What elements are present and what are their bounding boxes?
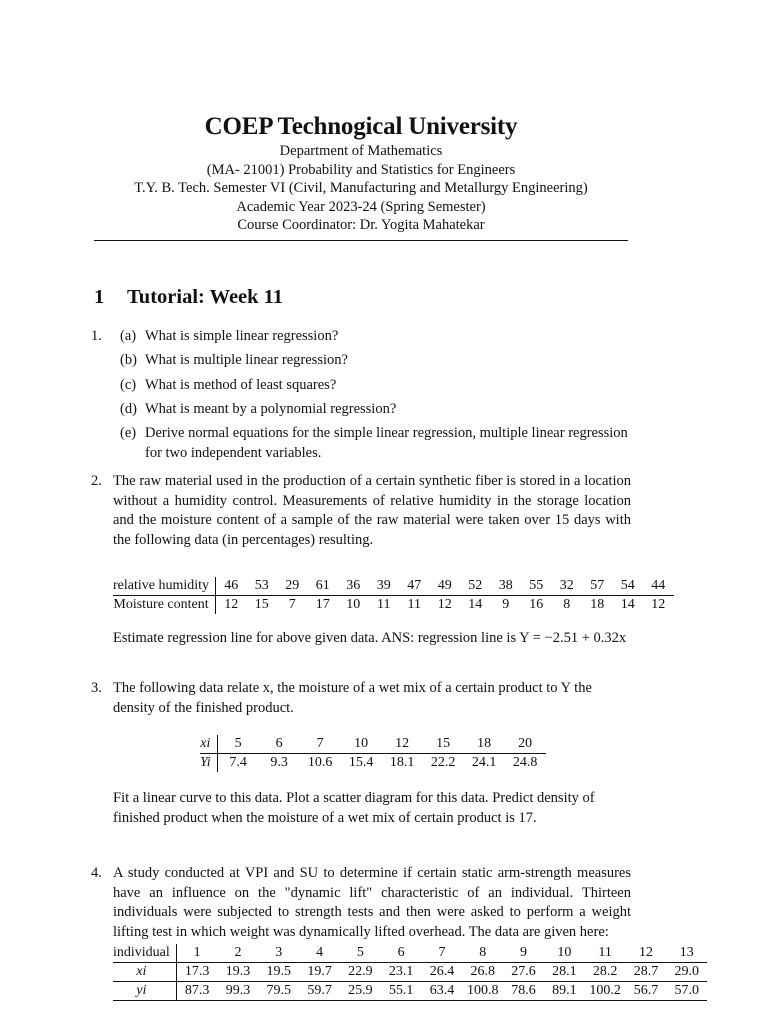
table-cell: 29 [277, 577, 308, 596]
table-cell: 16 [529, 597, 544, 612]
question-number: 1. [91, 328, 102, 344]
table-cell: 7 [300, 735, 341, 754]
table-cell: 20 [505, 735, 546, 754]
table-cell: 9 [503, 944, 544, 963]
question-2-text: The raw material used in the production of a certain synthetic fiber is stored in a location without a humidity control. Measurements of relative humidity in the storage location and the moisture content of a sample of the raw material were taken over 15 days with the following data (in percentages) resulting. [113, 473, 631, 548]
section-title: Tutorial: Week 11 [127, 286, 284, 308]
table-cell: 100.2 [589, 983, 621, 998]
table-cell: 14 [468, 597, 483, 612]
table-cell: 26.8 [462, 963, 503, 982]
table-cell: 61 [308, 577, 339, 596]
table-cell: 22.2 [430, 755, 456, 770]
row-label: yi [113, 982, 176, 1001]
row-label: Yi [200, 754, 217, 773]
table-cell: 14 [620, 597, 635, 612]
table-cell: 17.3 [176, 963, 217, 982]
table-cell: 23.1 [381, 963, 422, 982]
table-cell: 1 [176, 944, 217, 963]
row-label: xi [200, 735, 217, 754]
question-number: 3. [91, 680, 102, 696]
table-row [113, 963, 707, 982]
table-cell: 7 [422, 944, 463, 963]
header-divider [94, 240, 628, 241]
table-cell: 59.7 [307, 983, 332, 998]
table-cell: 17 [315, 597, 330, 612]
table-row [200, 735, 546, 754]
table-cell: 11 [407, 597, 422, 612]
table-cell: 36 [338, 577, 369, 596]
table-row [113, 982, 707, 1001]
table-cell: 54 [613, 577, 644, 596]
table-cell: 7.4 [229, 755, 247, 770]
question-4-text: A study conducted at VPI and SU to determine if certain static arm-strength measures have an influence on the "dynamic lift" characteristic of an individual. Thirteen individuals were subjected to strength tests and then were asked to perform a weight lifting test in which weight was dynamically lifted overhead. The data are given here: [113, 865, 631, 940]
question-3-after: Fit a linear curve to this data. Plot a scatter diagram for this data. Predict density of finished product when the moisture of a wet mix of certain product is 17. [113, 790, 595, 826]
arm-strength-table [113, 944, 707, 1001]
table-row [113, 577, 674, 596]
table-cell: 24.1 [471, 755, 497, 770]
part-label: (a) [120, 328, 137, 344]
question-3-after-block [91, 789, 631, 828]
table-cell: 12 [651, 597, 666, 612]
row-label: individual [113, 944, 176, 963]
table-cell: 57 [582, 577, 613, 596]
table-cell: 38 [491, 577, 522, 596]
table-cell: 12 [626, 944, 667, 963]
question-3 [91, 679, 631, 718]
table-cell: 79.5 [266, 983, 292, 998]
table-cell: 63.4 [429, 983, 455, 998]
part-label: (d) [120, 400, 137, 417]
question-2 [91, 472, 631, 550]
table-cell: 5 [340, 944, 381, 963]
part-text: Derive normal equations for the simple linear regression, multiple linear regression for two independent variables. [145, 425, 628, 461]
table-cell: 11 [377, 597, 391, 612]
part-label: (c) [120, 376, 137, 393]
table-cell: 32 [552, 577, 583, 596]
question-1-part [113, 376, 631, 396]
table-cell: 55 [521, 577, 552, 596]
table-cell: 47 [399, 577, 430, 596]
table-cell: 49 [430, 577, 461, 596]
table-cell: 27.6 [503, 963, 544, 982]
table-cell: 100.8 [467, 983, 499, 998]
table-cell: 5 [217, 735, 259, 754]
question-2-answer-block [91, 629, 631, 649]
table-cell: 28.1 [544, 963, 585, 982]
part-label: (b) [120, 352, 137, 369]
table-cell: 52 [460, 577, 491, 596]
table-cell: 53 [247, 577, 278, 596]
question-3-text: The following data relate x, the moisture of a wet mix of a certain product to Y the density of the finished product. [113, 680, 592, 716]
table-cell: 44 [643, 577, 674, 596]
question-1-part [113, 327, 631, 347]
table-cell: 19.7 [299, 963, 340, 982]
table-cell: 55.1 [388, 983, 414, 998]
question-1-part [113, 424, 631, 463]
table-cell: 28.2 [585, 963, 626, 982]
table-cell: 15 [254, 597, 269, 612]
table-cell: 4 [299, 944, 340, 963]
department: Department of Mathematics [279, 143, 443, 159]
question-number: 4. [91, 865, 102, 881]
question-4 [91, 864, 631, 942]
table-cell: 8 [462, 944, 503, 963]
table-cell: 10 [544, 944, 585, 963]
table-cell: 24.8 [512, 755, 538, 770]
table-cell: 29.0 [666, 963, 707, 982]
row-label: Moisture content [113, 596, 216, 615]
table-cell: 8 [563, 597, 571, 612]
table-cell: 15.4 [348, 755, 374, 770]
table-cell: 11 [585, 944, 626, 963]
table-cell: 2 [218, 944, 259, 963]
question-1-part [113, 400, 631, 420]
table-cell: 18.1 [389, 755, 415, 770]
table-cell: 6 [381, 944, 422, 963]
table-cell: 18 [590, 597, 605, 612]
university-name: COEP Technogical University [204, 113, 518, 140]
table-cell: 10 [346, 597, 361, 612]
table-cell: 19.3 [218, 963, 259, 982]
table-cell: 78.6 [511, 983, 536, 998]
program: T.Y. B. Tech. Semester VI (Civil, Manufacturing and Metallurgy Engineering) [134, 180, 588, 196]
table-cell: 12 [382, 735, 423, 754]
table-cell: 57.0 [674, 983, 699, 998]
table-cell: 87.3 [184, 983, 210, 998]
question-1 [91, 327, 631, 468]
question-number: 2. [91, 473, 102, 489]
table-cell: 56.7 [633, 983, 659, 998]
course-title: (MA- 21001) Probability and Statistics for Engineers [206, 161, 516, 178]
part-text: What is meant by a polynomial regression? [145, 400, 397, 417]
table-cell: 89.1 [552, 983, 577, 998]
row-label: relative humidity [113, 577, 216, 596]
section-number: 1 [94, 286, 105, 308]
table-cell: 10 [341, 735, 382, 754]
part-label: (e) [120, 425, 137, 442]
table-cell: 22.9 [340, 963, 381, 982]
table-cell: 28.7 [626, 963, 667, 982]
table-cell: 12 [437, 597, 452, 612]
table-cell: 3 [258, 944, 299, 963]
question-1-part [113, 351, 631, 371]
table-cell: 9 [502, 597, 510, 612]
table-cell: 25.9 [348, 983, 373, 998]
table-cell: 19.5 [258, 963, 299, 982]
humidity-moisture-table [113, 577, 674, 614]
academic-year: Academic Year 2023-24 (Spring Semester) [236, 198, 486, 215]
table-cell: 46 [216, 577, 247, 596]
question-2-answer: Estimate regression line for above given data. ANS: regression line is Y = −2.51 + 0.32x [113, 630, 627, 646]
part-text: What is simple linear regression? [145, 328, 339, 344]
table-cell: 26.4 [422, 963, 463, 982]
table-cell: 39 [369, 577, 400, 596]
table-cell: 13 [666, 944, 707, 963]
section-heading [94, 286, 283, 309]
table-cell: 15 [423, 735, 464, 754]
table-cell: 99.3 [225, 983, 251, 998]
table-row [113, 944, 707, 963]
document-header [94, 112, 628, 235]
table-row [113, 596, 674, 615]
part-text: What is multiple linear regression? [145, 352, 348, 369]
table-cell: 10.6 [307, 755, 333, 770]
table-cell: 9.3 [270, 755, 288, 770]
course-coordinator: Course Coordinator: Dr. Yogita Mahatekar [237, 217, 485, 233]
question-1-parts [113, 327, 631, 463]
table-row [200, 754, 546, 773]
table-cell: 6 [259, 735, 300, 754]
part-text: What is method of least squares? [145, 376, 337, 393]
moisture-density-table [200, 735, 546, 772]
table-cell: 18 [464, 735, 505, 754]
table-cell: 12 [224, 597, 239, 612]
row-label: xi [113, 963, 176, 982]
table-cell: 7 [288, 597, 296, 612]
